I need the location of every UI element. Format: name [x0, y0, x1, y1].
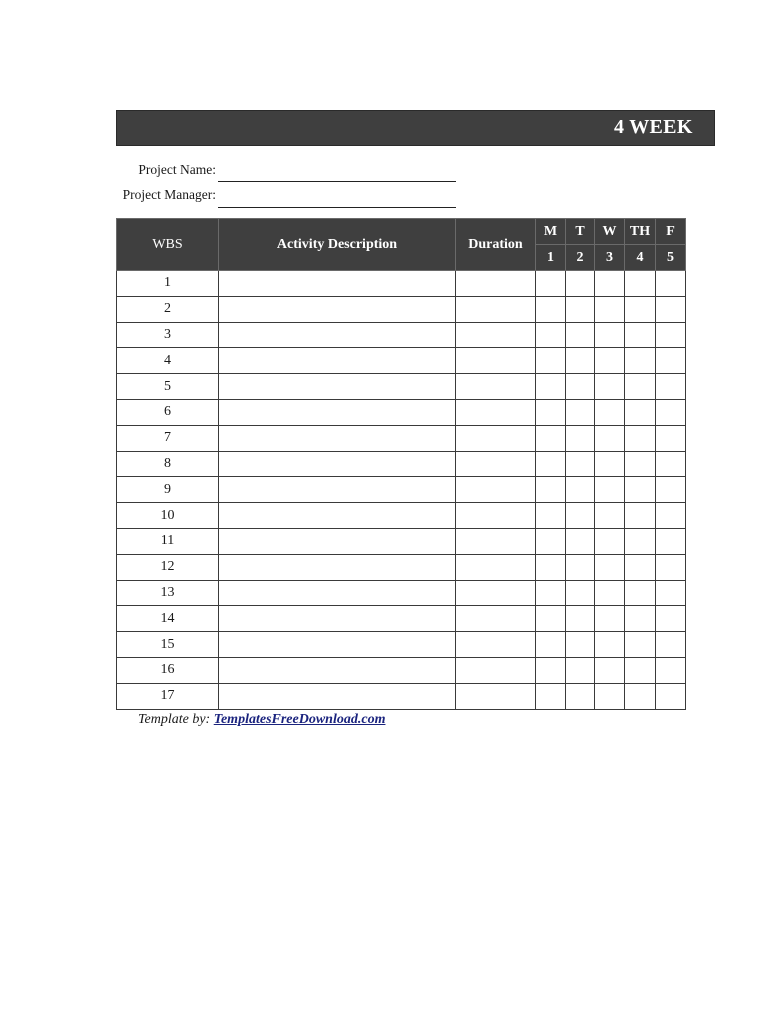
table-body — [117, 271, 686, 710]
day-cell[interactable] — [566, 528, 595, 554]
activity-cell[interactable] — [219, 554, 456, 580]
duration-cell[interactable] — [456, 580, 536, 606]
day-cell[interactable] — [625, 683, 656, 709]
day-cell[interactable] — [536, 606, 566, 632]
wbs-header: WBS — [117, 219, 219, 271]
day-cell[interactable] — [656, 503, 686, 529]
wbs-cell: 8 — [117, 451, 219, 477]
day-cell[interactable] — [536, 683, 566, 709]
day-cell[interactable] — [595, 374, 625, 400]
wbs-cell: 7 — [117, 425, 219, 451]
day-cell[interactable] — [536, 348, 566, 374]
template-link[interactable]: TemplatesFreeDownload.com — [213, 712, 386, 727]
day-cell[interactable] — [595, 348, 625, 374]
table-row — [117, 425, 686, 451]
day-cell[interactable] — [625, 528, 656, 554]
wbs-cell: 1 — [117, 271, 219, 297]
day-cell[interactable] — [566, 580, 595, 606]
day-number-1: 1 — [536, 245, 566, 271]
day-number-2: 2 — [566, 245, 595, 271]
day-cell[interactable] — [595, 606, 625, 632]
day-cell[interactable] — [566, 271, 595, 297]
table-row — [117, 271, 686, 297]
activity-cell[interactable] — [219, 606, 456, 632]
day-cell[interactable] — [595, 503, 625, 529]
duration-cell[interactable] — [456, 606, 536, 632]
day-cell[interactable] — [566, 503, 595, 529]
wbs-cell: 4 — [117, 348, 219, 374]
day-cell[interactable] — [656, 477, 686, 503]
day-cell[interactable] — [595, 425, 625, 451]
activity-cell[interactable] — [219, 683, 456, 709]
day-cell[interactable] — [536, 554, 566, 580]
day-cell[interactable] — [595, 296, 625, 322]
duration-cell[interactable] — [456, 554, 536, 580]
day-cell[interactable] — [656, 296, 686, 322]
activity-cell[interactable] — [219, 528, 456, 554]
activity-cell[interactable] — [219, 322, 456, 348]
day-cell[interactable] — [625, 657, 656, 683]
day-cell[interactable] — [625, 554, 656, 580]
activity-cell[interactable] — [219, 399, 456, 425]
day-cell[interactable] — [656, 348, 686, 374]
day-cell[interactable] — [536, 657, 566, 683]
day-cell[interactable] — [536, 296, 566, 322]
day-header-wed: W — [595, 219, 625, 245]
wbs-cell: 13 — [117, 580, 219, 606]
duration-cell[interactable] — [456, 451, 536, 477]
day-cell[interactable] — [595, 271, 625, 297]
wbs-cell: 14 — [117, 606, 219, 632]
day-cell[interactable] — [656, 374, 686, 400]
day-cell[interactable] — [536, 271, 566, 297]
wbs-cell: 3 — [117, 322, 219, 348]
wbs-cell: 6 — [117, 399, 219, 425]
day-cell[interactable] — [595, 451, 625, 477]
day-cell[interactable] — [595, 683, 625, 709]
day-cell[interactable] — [566, 348, 595, 374]
day-cell[interactable] — [595, 528, 625, 554]
day-cell[interactable] — [536, 451, 566, 477]
day-cell[interactable] — [625, 580, 656, 606]
day-cell[interactable] — [625, 606, 656, 632]
day-header-mon: M — [536, 219, 566, 245]
day-cell[interactable] — [595, 632, 625, 658]
activity-cell[interactable] — [219, 657, 456, 683]
day-cell[interactable] — [595, 477, 625, 503]
day-cell[interactable] — [536, 632, 566, 658]
day-number-5: 5 — [656, 245, 686, 271]
day-cell[interactable] — [566, 451, 595, 477]
duration-cell[interactable] — [456, 683, 536, 709]
duration-cell[interactable] — [456, 374, 536, 400]
project-name-field[interactable] — [218, 181, 456, 182]
day-cell[interactable] — [566, 322, 595, 348]
day-cell[interactable] — [536, 374, 566, 400]
day-cell[interactable] — [625, 632, 656, 658]
duration-cell[interactable] — [456, 271, 536, 297]
day-cell[interactable] — [566, 683, 595, 709]
wbs-cell: 11 — [117, 528, 219, 554]
table-row — [117, 632, 686, 658]
wbs-cell: 15 — [117, 632, 219, 658]
page-title: 4 WEEK — [614, 116, 693, 138]
day-cell[interactable] — [625, 503, 656, 529]
table-row — [117, 322, 686, 348]
table-row — [117, 296, 686, 322]
wbs-cell: 10 — [117, 503, 219, 529]
day-cell[interactable] — [656, 580, 686, 606]
day-cell[interactable] — [656, 451, 686, 477]
day-cell[interactable] — [625, 425, 656, 451]
day-cell[interactable] — [566, 399, 595, 425]
duration-cell[interactable] — [456, 348, 536, 374]
day-cell[interactable] — [625, 374, 656, 400]
table-row — [117, 657, 686, 683]
activity-cell[interactable] — [219, 451, 456, 477]
table-row — [117, 451, 686, 477]
day-cell[interactable] — [625, 296, 656, 322]
day-cell[interactable] — [566, 425, 595, 451]
day-cell[interactable] — [656, 399, 686, 425]
footer-prefix: Template by: — [138, 712, 211, 727]
day-cell[interactable] — [625, 451, 656, 477]
activity-cell[interactable] — [219, 296, 456, 322]
project-manager-field[interactable] — [218, 207, 456, 208]
table-row — [117, 606, 686, 632]
day-cell[interactable] — [595, 657, 625, 683]
activity-cell[interactable] — [219, 632, 456, 658]
duration-cell[interactable] — [456, 425, 536, 451]
wbs-cell: 2 — [117, 296, 219, 322]
day-number-4: 4 — [625, 245, 656, 271]
table-row — [117, 477, 686, 503]
activity-cell[interactable] — [219, 477, 456, 503]
day-cell[interactable] — [656, 632, 686, 658]
day-cell[interactable] — [595, 399, 625, 425]
project-name-label: Project Name: — [138, 162, 216, 177]
day-cell[interactable] — [566, 554, 595, 580]
day-header-thu: TH — [625, 219, 656, 245]
day-cell[interactable] — [566, 296, 595, 322]
activity-cell[interactable] — [219, 425, 456, 451]
activity-cell[interactable] — [219, 503, 456, 529]
title-bar-edge — [685, 146, 715, 152]
duration-cell[interactable] — [456, 296, 536, 322]
wbs-cell: 17 — [117, 683, 219, 709]
duration-cell[interactable] — [456, 322, 536, 348]
day-cell[interactable] — [536, 399, 566, 425]
activity-cell[interactable] — [219, 271, 456, 297]
project-manager-label: Project Manager: — [122, 187, 216, 202]
day-cell[interactable] — [595, 580, 625, 606]
table-row — [117, 399, 686, 425]
day-cell[interactable] — [656, 528, 686, 554]
table-row — [117, 554, 686, 580]
title-bar — [116, 110, 715, 146]
day-cell[interactable] — [536, 425, 566, 451]
day-cell[interactable] — [656, 554, 686, 580]
duration-cell[interactable] — [456, 477, 536, 503]
day-cell[interactable] — [656, 606, 686, 632]
footer-credit — [138, 712, 385, 728]
day-cell[interactable] — [536, 477, 566, 503]
day-header-fri: F — [656, 219, 686, 245]
wbs-cell: 16 — [117, 657, 219, 683]
activity-cell[interactable] — [219, 580, 456, 606]
day-header-tue: T — [566, 219, 595, 245]
day-cell[interactable] — [656, 271, 686, 297]
day-cell[interactable] — [595, 554, 625, 580]
duration-cell[interactable] — [456, 632, 536, 658]
day-cell[interactable] — [625, 477, 656, 503]
day-cell[interactable] — [656, 657, 686, 683]
day-cell[interactable] — [595, 322, 625, 348]
table-row — [117, 683, 686, 709]
duration-cell[interactable] — [456, 528, 536, 554]
day-cell[interactable] — [536, 580, 566, 606]
day-cell[interactable] — [566, 657, 595, 683]
day-cell[interactable] — [656, 683, 686, 709]
duration-cell[interactable] — [456, 399, 536, 425]
duration-cell[interactable] — [456, 657, 536, 683]
activity-cell[interactable] — [219, 348, 456, 374]
activity-header: Activity Description — [219, 219, 456, 271]
table-row — [117, 580, 686, 606]
wbs-cell: 12 — [117, 554, 219, 580]
duration-cell[interactable] — [456, 503, 536, 529]
day-cell[interactable] — [566, 374, 595, 400]
activity-cell[interactable] — [219, 374, 456, 400]
day-cell[interactable] — [566, 632, 595, 658]
day-cell[interactable] — [566, 477, 595, 503]
day-cell[interactable] — [656, 322, 686, 348]
table-row — [117, 374, 686, 400]
wbs-cell: 9 — [117, 477, 219, 503]
day-cell[interactable] — [536, 322, 566, 348]
day-cell[interactable] — [625, 348, 656, 374]
day-cell[interactable] — [536, 528, 566, 554]
duration-header: Duration — [456, 219, 536, 271]
day-number-3: 3 — [595, 245, 625, 271]
table-row — [117, 503, 686, 529]
day-cell[interactable] — [625, 399, 656, 425]
day-cell[interactable] — [625, 322, 656, 348]
day-cell[interactable] — [656, 425, 686, 451]
day-cell[interactable] — [566, 606, 595, 632]
table-row — [117, 528, 686, 554]
day-cell[interactable] — [536, 503, 566, 529]
table-row — [117, 348, 686, 374]
day-cell[interactable] — [625, 271, 656, 297]
schedule-table — [116, 218, 686, 710]
wbs-cell: 5 — [117, 374, 219, 400]
